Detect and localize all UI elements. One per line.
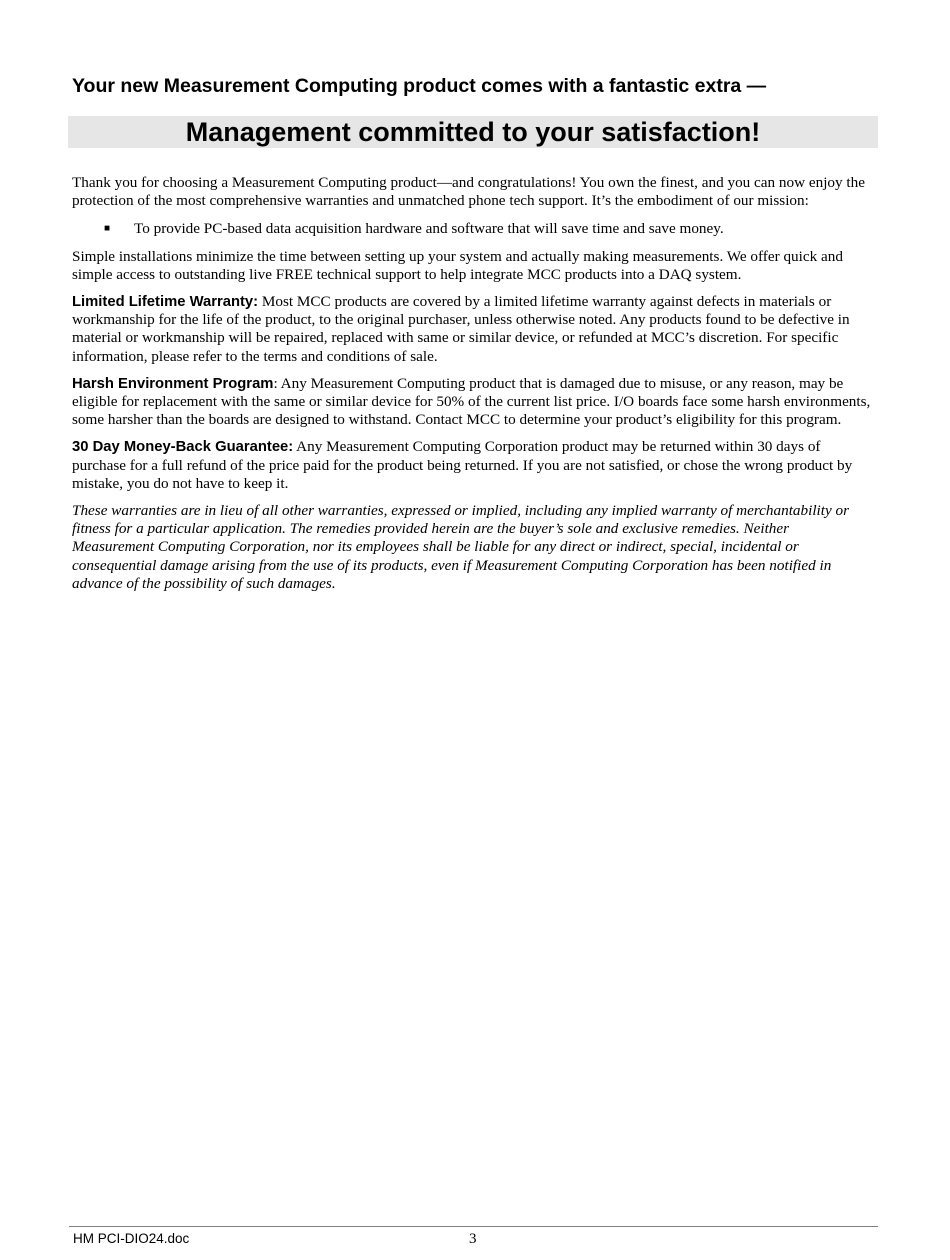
- mission-list: [72, 220, 872, 238]
- disclaimer-paragraph: These warranties are in lieu of all other warranties, expressed or implied, including any implied warranty of merchantability or fitness for a particular application. The remedies provided herein are the buyer’s sole and exclusive remedies. Neither Measurement Computing Corporation, nor its employees shall be liable for any direct or indirect, special, incidental or consequential damage arising from the use of its products, even if Measurement Computing Corporation has been notified in advance of the possibility of such damages.: [72, 502, 850, 592]
- intro-heading: Your new Measurement Computing product comes with a fantastic extra —: [72, 75, 767, 97]
- footer-document-name: HM PCI-DIO24.doc: [73, 1231, 190, 1246]
- harsh-environment-body: : Any Measurement Computing product that is damaged due to misuse, or any reason, may be eligible for replacement with the same or similar device for 50% of the current list price. I/O boards face some harsh environments, some harsher than the boards are designed to withstand. Contact MCC to determine your product’s eligibility for this program.: [72, 374, 871, 429]
- footer-page-number: 3: [469, 1231, 477, 1247]
- list-item: [72, 220, 872, 238]
- warranty-title: Limited Lifetime Warranty:: [72, 294, 259, 311]
- thank-you-paragraph: Thank you for choosing a Measurement Computing product—and congratulations! You own the finest, and you can now enjoy the protection of the most comprehensive warranties and unmatched phone tech support. It’s the embodiment of our mission:: [72, 174, 865, 210]
- footer-divider: [69, 1226, 878, 1227]
- mission-item-text: To provide PC-based data acquisition hardware and software that will save time and save money.: [134, 220, 724, 238]
- warranty-body: Most MCC products are covered by a limited lifetime warranty against defects in materials or workmanship for the life of the product, to the original purchaser, unless otherwise noted. Any products found to be defective in material or workmanship will be repaired, replaced with same or similar device, or refunded at MCC’s discretion. For specific information, please refer to the terms and conditions of sale.: [72, 293, 850, 365]
- installations-paragraph: Simple installations minimize the time between setting up your system and actually making measurements. We offer quick and simple access to outstanding live FREE technical support to help integrate MCC products into a DAQ system.: [72, 247, 843, 283]
- harsh-environment-section: [72, 375, 872, 430]
- banner-title: Management committed to your satisfaction!: [185, 117, 761, 147]
- page-content: [72, 74, 872, 593]
- square-bullet-icon: ■: [104, 223, 111, 235]
- harsh-environment-title: Harsh Environment Program: [72, 375, 274, 392]
- money-back-section: [72, 438, 872, 493]
- money-back-body: Any Measurement Computing Corporation product may be returned within 30 days of purchase for a full refund of the price paid for the product being returned. If you are not satisfied, or chose the wrong product by mistake, you do not have to keep it.: [72, 438, 853, 492]
- satisfaction-banner: [68, 116, 878, 148]
- warranty-section: [72, 293, 872, 366]
- money-back-title: 30 Day Money-Back Guarantee:: [72, 439, 294, 456]
